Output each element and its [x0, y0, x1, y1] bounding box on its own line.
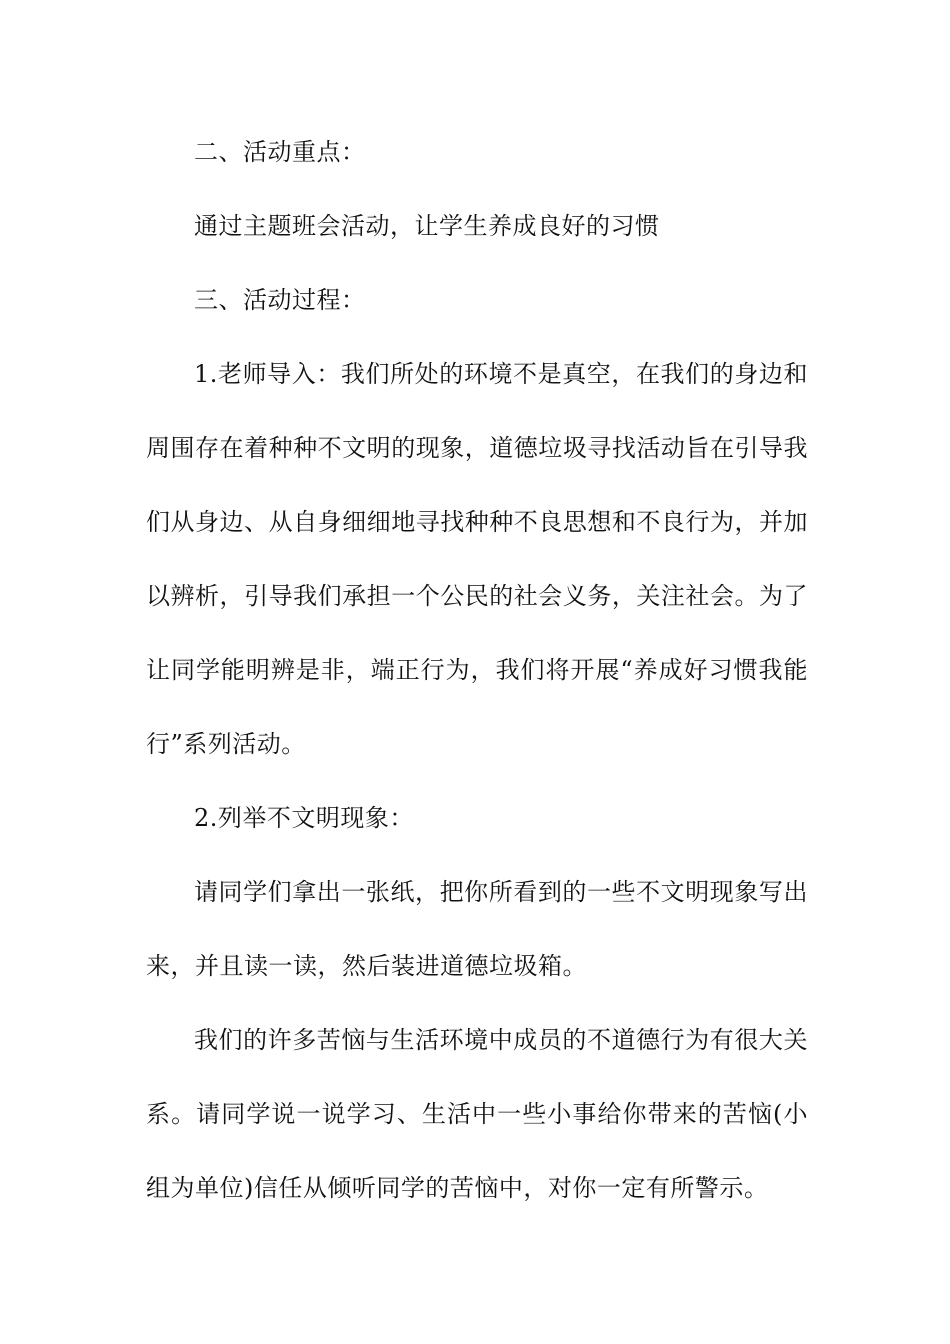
paragraph-write-down: 请同学们拿出一张纸，把你所看到的一些不文明现象写出来，并且读一读，然后装进道德垃圾箱。 — [146, 878, 808, 980]
subheading-list-uncivilized: 2.列举不文明现象： — [194, 804, 414, 832]
section-heading-activity-process: 三、活动过程： — [194, 286, 366, 314]
paragraph-teacher-introduction: 1.老师导入：我们所处的环境不是真空，在我们的身边和周围存在着种种不文明的现象，道德垃圾寻找活动旨在引导我们从身边、从自身细细地寻找种种不良思想和不良行为，并加以辨析，引导我们承担一个公民的社会义务，关注社会。为了让同学能明辨是非，端正行为，我们将开展“养成好习惯我能行”系列活动。 — [146, 360, 808, 758]
section-heading-activity-focus: 二、活动重点： — [194, 138, 366, 166]
paragraph-troubles: 我们的许多苦恼与生活环境中成员的不道德行为有很大关系。请同学说一说学习、生活中一些小事给你带来的苦恼(小组为单位)信任从倾听同学的苦恼中，对你一定有所警示。 — [146, 1026, 808, 1202]
paragraph-activity-focus: 通过主题班会活动，让学生养成良好的习惯 — [194, 212, 660, 240]
